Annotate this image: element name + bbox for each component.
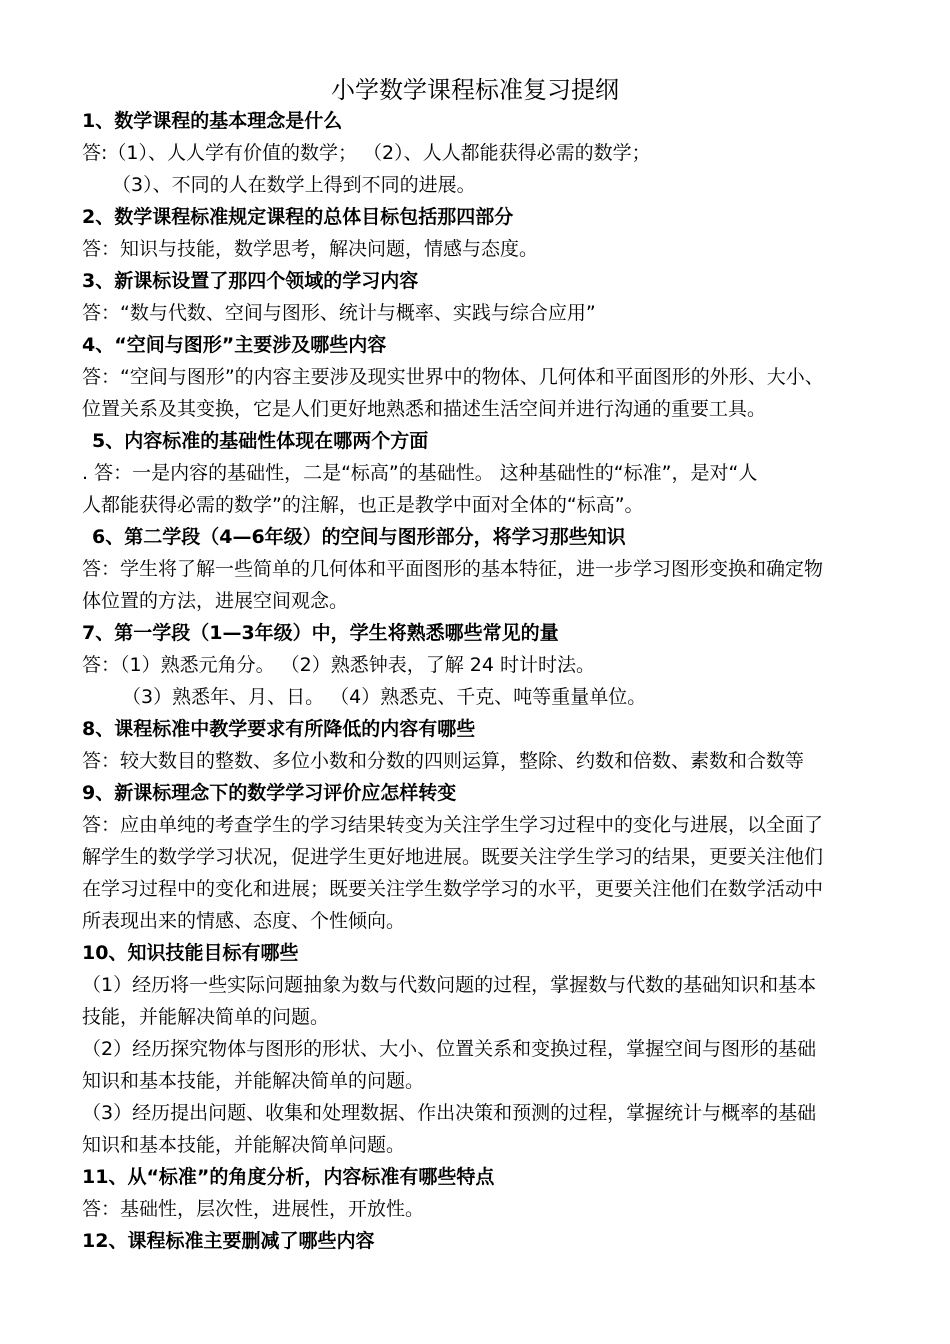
answer-line: （3）熟悉年、月、日。 （4）熟悉克、千克、吨等重量单位。 bbox=[122, 686, 647, 708]
answer-line: 位置关系及其变换，它是人们更好地熟悉和描述生活空间并进行沟通的重要工具。 bbox=[82, 398, 767, 420]
answer-line: 解学生的数学学习状况，促进学生更好地进展。既要关注学生学习的结果，更要关注他们 bbox=[82, 846, 824, 868]
question-heading: 4、“空间与图形”主要涉及哪些内容 bbox=[82, 334, 387, 356]
question-heading: 11、从“标准”的角度分析，内容标准有哪些特点 bbox=[82, 1166, 495, 1188]
question-heading: 2、数学课程标准规定课程的总体目标包括那四部分 bbox=[82, 206, 514, 228]
answer-line: 答:（1）、人人学有价值的数学； （2）、人人都能获得必需的数学； bbox=[82, 142, 651, 164]
question-heading: 6、第二学段（4—6年级）的空间与图形部分，将学习那些知识 bbox=[92, 526, 626, 548]
question-heading: 7、第一学段（1—3年级）中，学生将熟悉哪些常见的量 bbox=[82, 622, 559, 644]
answer-line: 答：基础性，层次性，进展性，开放性。 bbox=[82, 1198, 425, 1220]
question-heading: 9、新课标理念下的数学学习评价应怎样转变 bbox=[82, 782, 457, 804]
answer-line: （2）经历探究物体与图形的形状、大小、位置关系和变换过程，掌握空间与图形的基础 bbox=[82, 1038, 817, 1060]
question-heading: 12、课程标准主要删减了哪些内容 bbox=[82, 1230, 375, 1252]
question-heading: 10、知识技能目标有哪些 bbox=[82, 942, 299, 964]
answer-line: 答：“空间与图形”的内容主要涉及现实世界中的物体、几何体和平面图形的外形、大小、 bbox=[82, 366, 824, 388]
document-title: 小学数学课程标准复习提纲 bbox=[331, 76, 619, 104]
answer-line: 答：学生将了解一些简单的几何体和平面图形的基本特征，进一步学习图形变换和确定物 bbox=[82, 558, 824, 580]
answer-line: 体位置的方法，进展空间观念。 bbox=[82, 590, 349, 612]
answer-line: 答：较大数目的整数、多位小数和分数的四则运算，整除、约数和倍数、素数和合数等 bbox=[82, 750, 805, 772]
question-heading: 1、数学课程的基本理念是什么 bbox=[82, 110, 343, 132]
answer-line: 在学习过程中的变化和进展；既要关注学生数学学习的水平，更要关注他们在数学活动中 bbox=[82, 878, 824, 900]
question-heading: 5、内容标准的基础性体现在哪两个方面 bbox=[92, 430, 429, 452]
answer-line: 知识和基本技能，并能解决简单问题。 bbox=[82, 1134, 406, 1156]
answer-line: 答：应由单纯的考查学生的学习结果转变为关注学生学习过程中的变化与进展，以全面了 bbox=[82, 814, 824, 836]
answer-line: （1）经历将一些实际问题抽象为数与代数问题的过程，掌握数与代数的基础知识和基本 bbox=[82, 974, 817, 996]
answer-line: 答：知识与技能，数学思考，解决问题，情感与态度。 bbox=[82, 238, 539, 260]
answer-line: 技能，并能解决简单的问题。 bbox=[82, 1006, 330, 1028]
answer-line: . 答：一是内容的基础性，二是“标高”的基础性。 这种基础性的“标准”，是对“人 bbox=[82, 462, 758, 484]
answer-line: （3）经历提出问题、收集和处理数据、作出决策和预测的过程，掌握统计与概率的基础 bbox=[82, 1102, 817, 1124]
answer-line: 人都能获得必需的数学”的注解，也正是教学中面对全体的“标高”。 bbox=[82, 494, 644, 516]
answer-line: （3）、不同的人在数学上得到不同的进展。 bbox=[112, 174, 476, 196]
question-heading: 8、课程标准中教学要求有所降低的内容有哪些 bbox=[82, 718, 476, 740]
answer-line: 答：（1）熟悉元角分。 （2）熟悉钟表，了解 24 时计时法。 bbox=[82, 654, 595, 676]
question-heading: 3、新课标设置了那四个领域的学习内容 bbox=[82, 270, 419, 292]
answer-line: 所表现出来的情感、态度、个性倾向。 bbox=[82, 910, 406, 932]
answer-line: 知识和基本技能，并能解决简单的问题。 bbox=[82, 1070, 425, 1092]
answer-line: 答：“数与代数、空间与图形、统计与概率、实践与综合应用” bbox=[82, 302, 596, 324]
